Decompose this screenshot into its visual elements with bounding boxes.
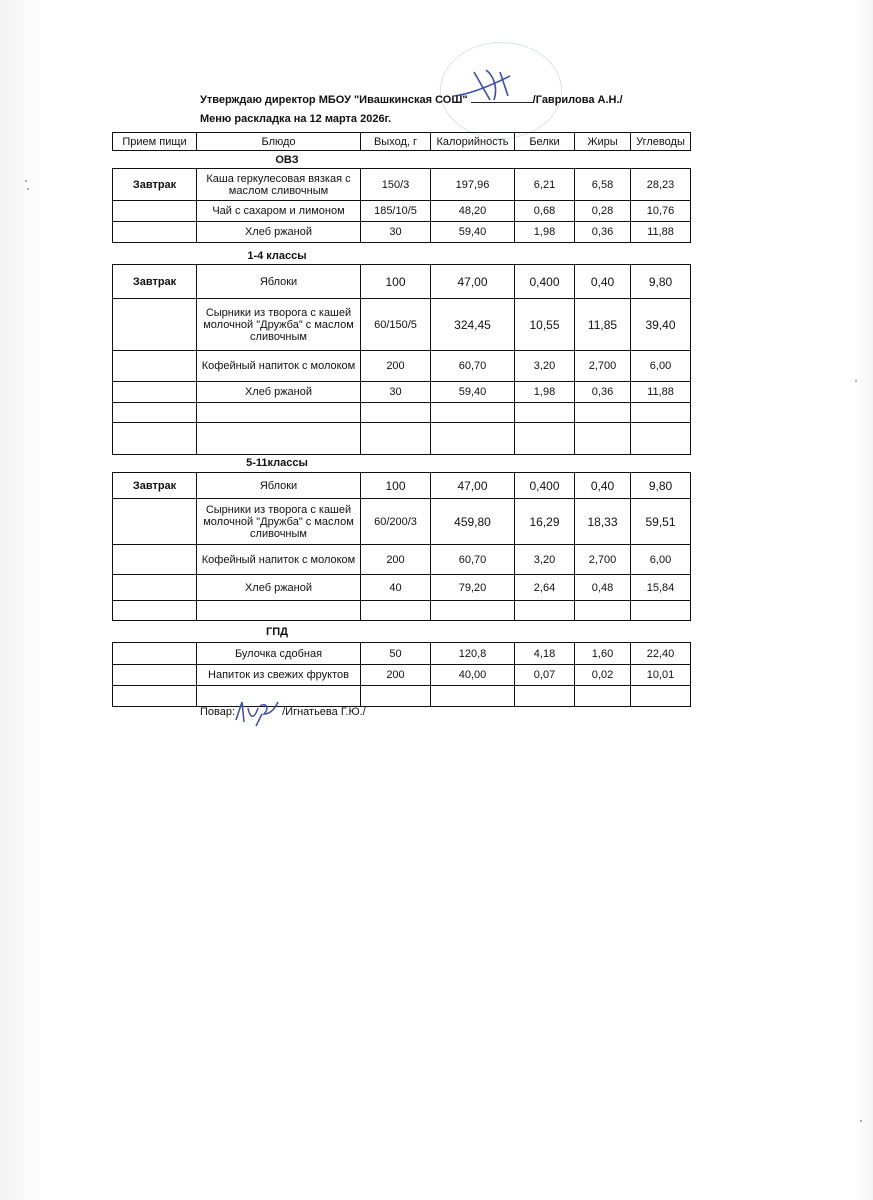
menu-title: Меню раскладка на 12 марта 2026г.	[200, 113, 392, 125]
carbs-cell: 6,00	[631, 545, 691, 575]
fat-cell: 2,700	[575, 351, 631, 382]
carbs-cell: 10,01	[631, 665, 691, 686]
meal-cell-empty	[113, 643, 197, 665]
dish-cell: Яблоки	[197, 473, 361, 499]
scan-speck	[860, 1120, 862, 1122]
table-row	[113, 351, 691, 382]
calories-cell: 59,40	[431, 382, 515, 403]
table-row	[113, 222, 691, 243]
dish-cell: Хлеб ржаной	[197, 222, 361, 243]
table-row	[113, 643, 691, 665]
calories-cell: 59,40	[431, 222, 515, 243]
output-cell: 50	[361, 643, 431, 665]
col-output: Выход, г	[361, 133, 431, 151]
output-cell: 100	[361, 265, 431, 299]
calories-cell: 459,80	[431, 499, 515, 545]
header-row	[113, 133, 691, 151]
dish-cell: Кофейный напиток с молоком	[197, 545, 361, 575]
column-header-table	[112, 132, 691, 151]
table-row	[113, 382, 691, 403]
scan-speck	[25, 180, 27, 182]
fat-cell: 1,60	[575, 643, 631, 665]
col-fat: Жиры	[575, 133, 631, 151]
table-row	[113, 169, 691, 201]
col-protein: Белки	[515, 133, 575, 151]
protein-cell: 3,20	[515, 545, 575, 575]
table-ovz	[112, 168, 691, 243]
table-row	[113, 201, 691, 222]
carbs-cell: 6,00	[631, 351, 691, 382]
table-row	[113, 545, 691, 575]
output-cell: 30	[361, 222, 431, 243]
protein-cell: 3,20	[515, 351, 575, 382]
dish-cell: Чай с сахаром и лимоном	[197, 201, 361, 222]
col-meal: Прием пищи	[113, 133, 197, 151]
protein-cell: 16,29	[515, 499, 575, 545]
calories-cell: 79,20	[431, 575, 515, 601]
protein-cell: 10,55	[515, 299, 575, 351]
table-grades-1-4	[112, 264, 691, 455]
carbs-cell: 39,40	[631, 299, 691, 351]
table-row-empty	[113, 423, 691, 455]
col-dish: Блюдо	[197, 133, 361, 151]
protein-cell: 0,07	[515, 665, 575, 686]
dish-cell: Булочка сдобная	[197, 643, 361, 665]
calories-cell: 47,00	[431, 473, 515, 499]
approval-prefix: Утверждаю директор МБОУ "Ивашкинская СОШ"	[200, 94, 468, 106]
fat-cell: 0,48	[575, 575, 631, 601]
dish-cell: Яблоки	[197, 265, 361, 299]
table-row-empty	[113, 686, 691, 707]
output-cell: 150/3	[361, 169, 431, 201]
col-calories: Калорийность	[431, 133, 515, 151]
fat-cell: 11,85	[575, 299, 631, 351]
meal-label: Завтрак	[113, 265, 197, 299]
table-row	[113, 473, 691, 499]
table-row	[113, 575, 691, 601]
meal-cell-empty	[113, 575, 197, 601]
carbs-cell: 9,80	[631, 473, 691, 499]
calories-cell: 324,45	[431, 299, 515, 351]
meal-cell-empty	[113, 201, 197, 222]
cook-line	[200, 706, 366, 718]
section-title-grades-1-4: 1-4 классы	[247, 250, 307, 262]
scan-edge	[0, 0, 44, 1200]
fat-cell: 0,40	[575, 265, 631, 299]
fat-cell: 0,36	[575, 382, 631, 403]
fat-cell: 0,02	[575, 665, 631, 686]
scan-speck	[855, 380, 857, 382]
meal-cell-empty	[113, 545, 197, 575]
output-cell: 200	[361, 665, 431, 686]
cook-name: /Игнатьева Г.Ю./	[282, 706, 366, 718]
protein-cell: 1,98	[515, 222, 575, 243]
protein-cell: 2,64	[515, 575, 575, 601]
meal-cell-empty	[113, 665, 197, 686]
scan-speck	[27, 188, 29, 190]
table-row-empty	[113, 601, 691, 621]
section-title-grades-5-11: 5-11классы	[246, 457, 308, 469]
col-carbs: Углеводы	[631, 133, 691, 151]
calories-cell: 47,00	[431, 265, 515, 299]
output-cell: 30	[361, 382, 431, 403]
table-row	[113, 499, 691, 545]
protein-cell: 4,18	[515, 643, 575, 665]
approval-line	[200, 92, 623, 106]
table-row	[113, 299, 691, 351]
dish-cell: Хлеб ржаной	[197, 382, 361, 403]
carbs-cell: 9,80	[631, 265, 691, 299]
output-cell: 185/10/5	[361, 201, 431, 222]
output-cell: 100	[361, 473, 431, 499]
carbs-cell: 15,84	[631, 575, 691, 601]
signature-blank	[471, 92, 533, 103]
fat-cell: 0,28	[575, 201, 631, 222]
calories-cell: 60,70	[431, 351, 515, 382]
section-title-ovz: ОВЗ	[275, 154, 299, 166]
fat-cell: 0,40	[575, 473, 631, 499]
meal-cell-empty	[113, 351, 197, 382]
calories-cell: 197,96	[431, 169, 515, 201]
table-gpd	[112, 642, 691, 707]
meal-cell-empty	[113, 382, 197, 403]
output-cell: 200	[361, 545, 431, 575]
dish-cell: Напиток из свежих фруктов	[197, 665, 361, 686]
carbs-cell: 11,88	[631, 382, 691, 403]
fat-cell: 6,58	[575, 169, 631, 201]
table-row	[113, 265, 691, 299]
dish-cell: Кофейный напиток с молоком	[197, 351, 361, 382]
output-cell: 60/200/3	[361, 499, 431, 545]
calories-cell: 48,20	[431, 201, 515, 222]
output-cell: 60/150/5	[361, 299, 431, 351]
meal-label: Завтрак	[113, 473, 197, 499]
director-name: /Гаврилова А.Н./	[532, 94, 623, 106]
protein-cell: 0,400	[515, 265, 575, 299]
fat-cell: 18,33	[575, 499, 631, 545]
dish-cell: Каша геркулесовая вязкая с маслом сливочным	[197, 169, 361, 201]
cook-signature	[232, 698, 282, 728]
output-cell: 40	[361, 575, 431, 601]
protein-cell: 1,98	[515, 382, 575, 403]
table-grades-5-11	[112, 472, 691, 621]
carbs-cell: 11,88	[631, 222, 691, 243]
protein-cell: 0,68	[515, 201, 575, 222]
calories-cell: 120,8	[431, 643, 515, 665]
cook-label: Повар:	[200, 706, 236, 718]
dish-cell: Сырники из творога с кашей молочной "Дружба" с маслом сливочным	[197, 299, 361, 351]
meal-cell-empty	[113, 222, 197, 243]
meal-label: Завтрак	[113, 169, 197, 201]
carbs-cell: 10,76	[631, 201, 691, 222]
table-row-empty	[113, 403, 691, 423]
protein-cell: 6,21	[515, 169, 575, 201]
output-cell: 200	[361, 351, 431, 382]
scan-edge	[855, 0, 873, 1200]
meal-cell-empty	[113, 299, 197, 351]
fat-cell: 0,36	[575, 222, 631, 243]
fat-cell: 2,700	[575, 545, 631, 575]
protein-cell: 0,400	[515, 473, 575, 499]
meal-cell-empty	[113, 499, 197, 545]
carbs-cell: 22,40	[631, 643, 691, 665]
dish-cell: Сырники из творога с кашей молочной "Дружба" с маслом сливочным	[197, 499, 361, 545]
table-row	[113, 665, 691, 686]
calories-cell: 60,70	[431, 545, 515, 575]
carbs-cell: 28,23	[631, 169, 691, 201]
calories-cell: 40,00	[431, 665, 515, 686]
dish-cell: Хлеб ржаной	[197, 575, 361, 601]
carbs-cell: 59,51	[631, 499, 691, 545]
section-title-gpd: ГПД	[266, 626, 288, 638]
